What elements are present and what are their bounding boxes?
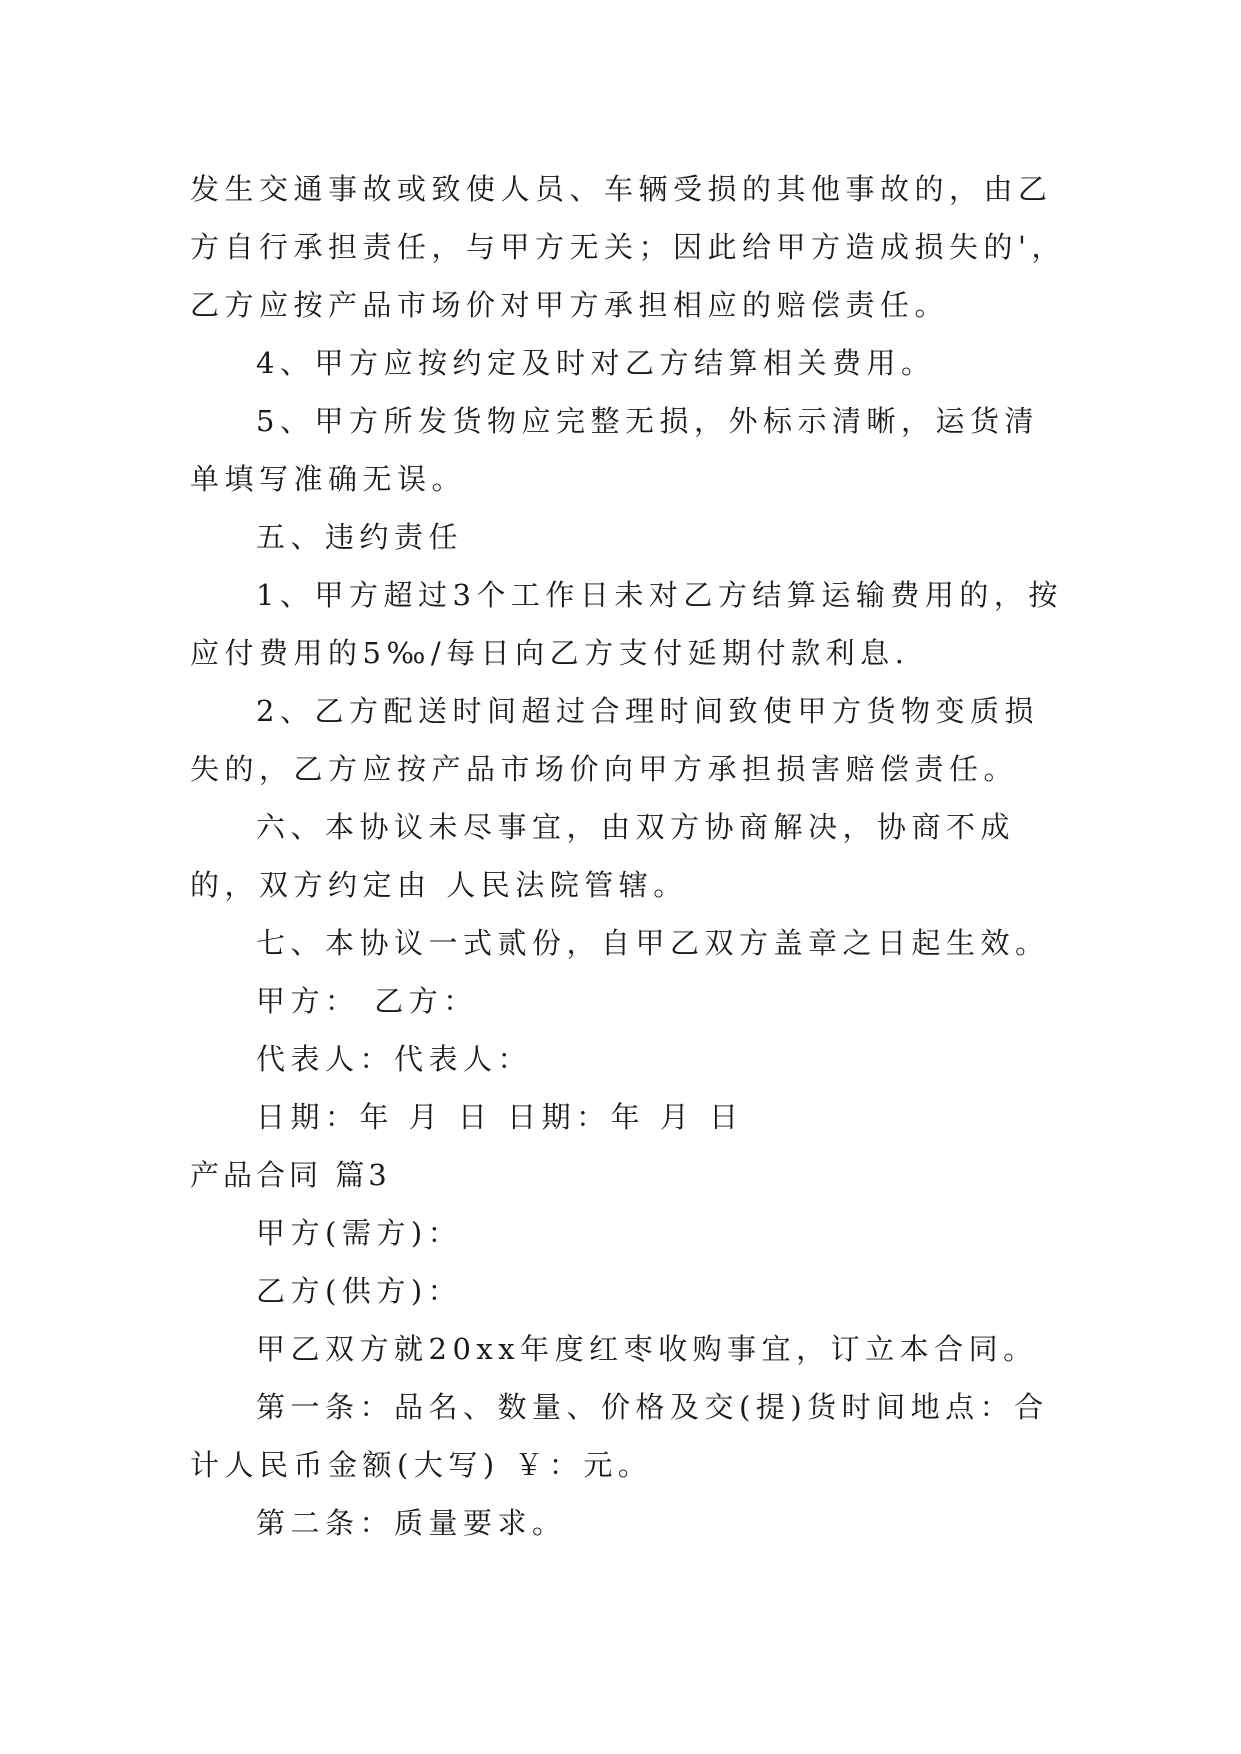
party-a-buyer: 甲方(需方)： <box>256 1216 463 1250</box>
document-body <box>190 160 1070 1552</box>
paragraph-breach-1: 1、甲方超过3个工作日未对乙方结算运输费用的，按应付费用的5‰/每日向乙方支付延期付款利息. <box>190 578 1063 670</box>
signature-dates: 日期：年 月 日 日期：年 月 日 <box>256 1100 744 1134</box>
article-1: 第一条：品名、数量、价格及交(提)货时间地点：合计人民币金额(大写) ￥：元。 <box>190 1390 1049 1482</box>
signature-parties: 甲方： 乙方： <box>256 984 478 1018</box>
paragraph-purpose: 甲乙双方就20xx年度红枣收购事宜，订立本合同。 <box>256 1332 1038 1366</box>
paragraph-clause-5: 5、甲方所发货物应完整无损，外标示清晰，运货清单填写准确无误。 <box>190 404 1039 496</box>
section-heading: 产品合同 篇3 <box>190 1158 391 1192</box>
article-2: 第二条：质量要求。 <box>256 1506 567 1540</box>
signature-representatives: 代表人：代表人： <box>256 1042 533 1076</box>
paragraph-clause-4: 4、甲方应按约定及时对乙方结算相关费用。 <box>256 346 936 380</box>
heading-breach-liability: 五、违约责任 <box>256 520 464 554</box>
paragraph-effectiveness: 七、本协议一式贰份，自甲乙双方盖章之日起生效。 <box>256 926 1050 960</box>
paragraph-accident-liability: 发生交通事故或致使人员、车辆受损的其他事故的，由乙方自行承担责任，与甲方无关；因此给甲方造成损失的'，乙方应按产品市场价对甲方承担相应的赔偿责任。 <box>190 172 1066 322</box>
paragraph-breach-2: 2、乙方配送时间超过合理时间致使甲方货物变质损失的，乙方应按产品市场价向甲方承担损害赔偿责任。 <box>190 694 1039 786</box>
paragraph-dispute-resolution: 六、本协议未尽事宜，由双方协商解决，协商不成的，双方约定由 人民法院管辖。 <box>190 810 1016 902</box>
party-b-supplier: 乙方(供方)： <box>256 1274 463 1308</box>
